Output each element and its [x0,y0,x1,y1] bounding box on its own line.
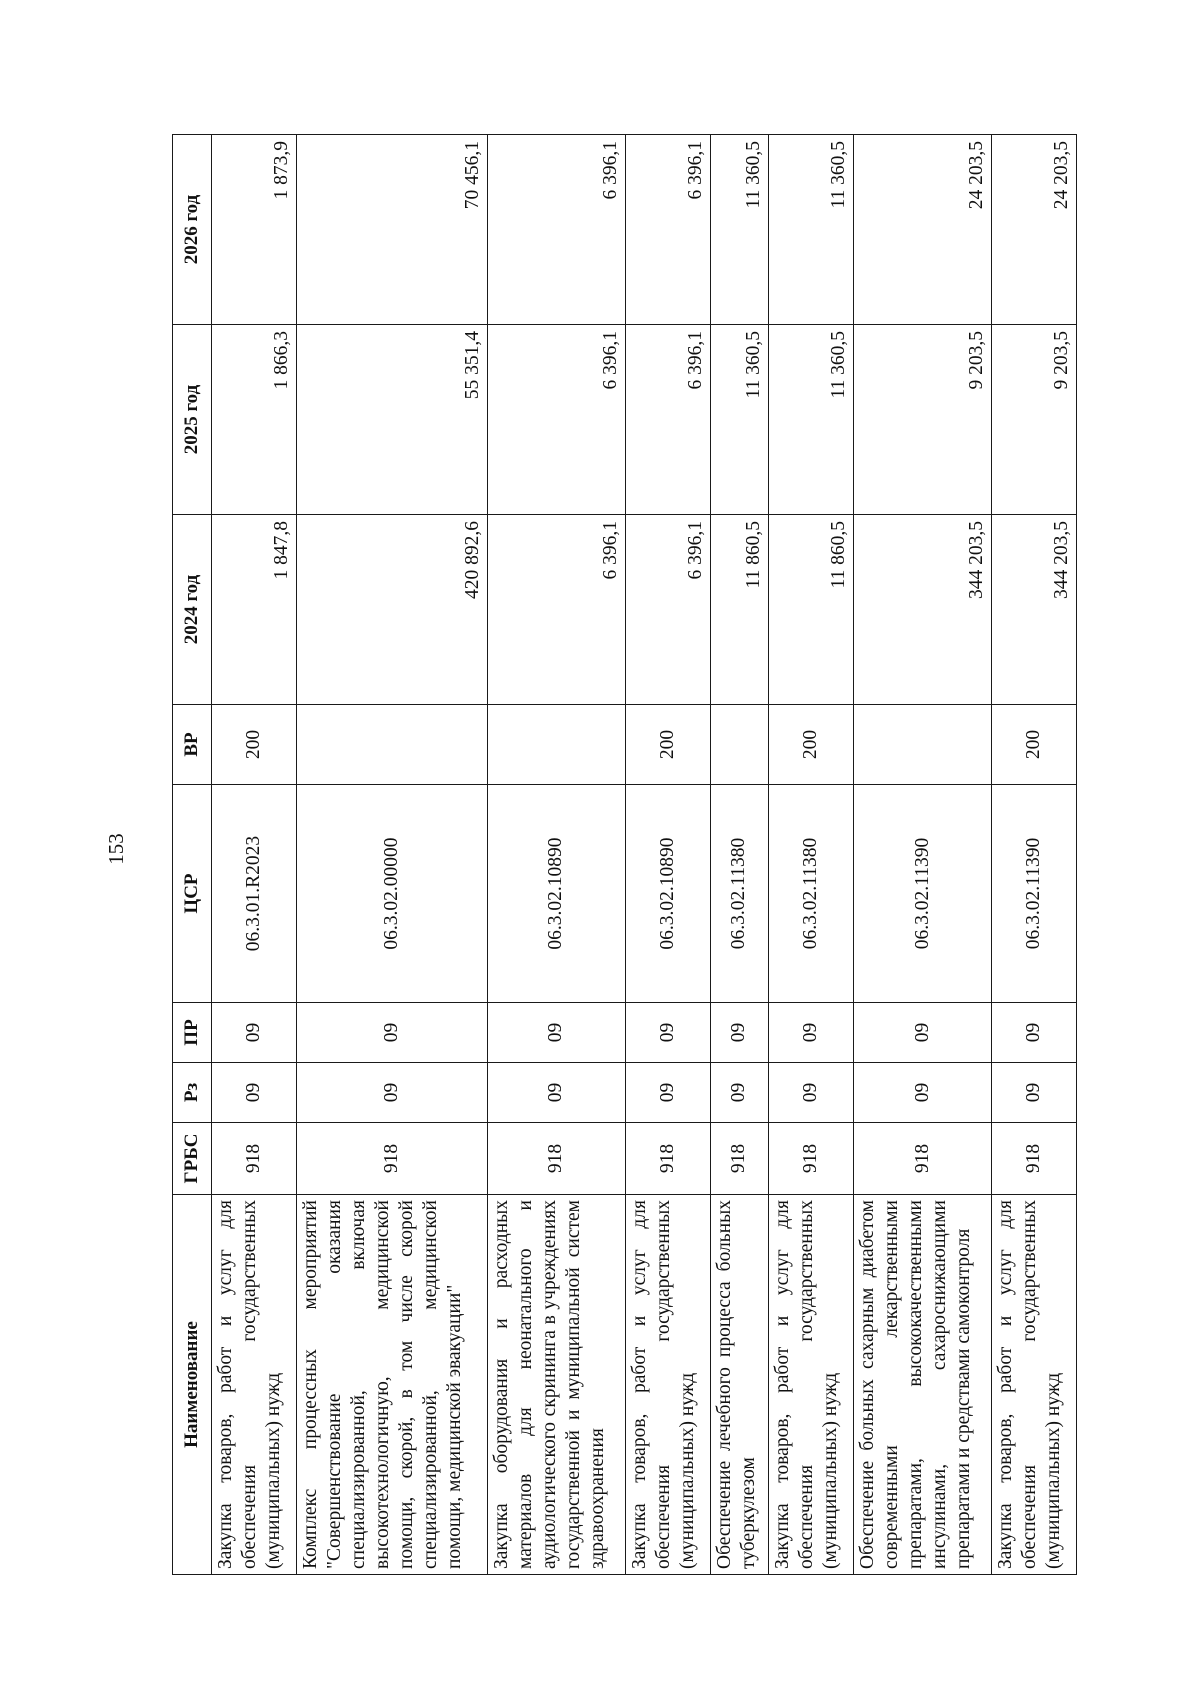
table-row [296,135,487,1575]
cell-grbs: 918 [769,1123,854,1195]
cell-csr: 06.3.02.10890 [487,785,625,1003]
cell-grbs: 918 [854,1123,992,1195]
rotated-table-container [172,135,1077,1575]
cell-csr: 06.3.02.10890 [625,785,710,1003]
cell-2026: 24 203,5 [992,135,1077,325]
cell-2025: 9 203,5 [992,325,1077,515]
header-2025: 2025 год [173,325,212,515]
cell-pr: 09 [769,1003,854,1063]
cell-2026: 6 396,1 [487,135,625,325]
cell-vr [710,705,768,785]
cell-vr: 200 [212,705,297,785]
cell-name: Обеспечение лечебного процесса больных туберкулезом [710,1195,768,1575]
cell-pr: 09 [625,1003,710,1063]
cell-2026: 11 360,5 [769,135,854,325]
cell-rz: 09 [769,1063,854,1123]
cell-vr: 200 [769,705,854,785]
cell-rz: 09 [296,1063,487,1123]
cell-name: Обеспечение больных сахарным диабетом современными лекарственными препаратами, высококачественными инсулинами, сахароснижающими препаратами и средствами самоконтроля [854,1195,992,1575]
cell-2024: 1 847,8 [212,515,297,705]
cell-vr [296,705,487,785]
cell-2025: 55 351,4 [296,325,487,515]
table-row [992,135,1077,1575]
cell-rz: 09 [992,1063,1077,1123]
header-vr: ВР [173,705,212,785]
cell-grbs: 918 [992,1123,1077,1195]
header-pr: ПР [173,1003,212,1063]
table-row [625,135,710,1575]
cell-csr: 06.3.01.R2023 [212,785,297,1003]
cell-2025: 9 203,5 [854,325,992,515]
cell-2024: 11 860,5 [769,515,854,705]
cell-2024: 11 860,5 [710,515,768,705]
cell-2024: 6 396,1 [625,515,710,705]
table-row [854,135,992,1575]
cell-2025: 6 396,1 [625,325,710,515]
cell-csr: 06.3.02.11390 [992,785,1077,1003]
table-row [769,135,854,1575]
cell-vr [487,705,625,785]
header-name: Наименование [173,1195,212,1575]
header-rz: Рз [173,1063,212,1123]
cell-rz: 09 [625,1063,710,1123]
cell-csr: 06.3.02.00000 [296,785,487,1003]
cell-pr: 09 [992,1003,1077,1063]
table-header-row [173,135,212,1575]
header-csr: ЦСР [173,785,212,1003]
table-row [710,135,768,1575]
cell-rz: 09 [854,1063,992,1123]
cell-2024: 344 203,5 [854,515,992,705]
cell-2026: 70 456,1 [296,135,487,325]
cell-rz: 09 [710,1063,768,1123]
cell-pr: 09 [710,1003,768,1063]
cell-2025: 11 360,5 [710,325,768,515]
cell-2025: 6 396,1 [487,325,625,515]
cell-grbs: 918 [625,1123,710,1195]
cell-2025: 11 360,5 [769,325,854,515]
cell-name: Закупка оборудования и расходных материалов для неонатального и аудиологического скрининга в учреждениях государственной и муниципальной систем здравоохранения [487,1195,625,1575]
cell-2026: 24 203,5 [854,135,992,325]
cell-rz: 09 [212,1063,297,1123]
cell-vr: 200 [992,705,1077,785]
cell-pr: 09 [487,1003,625,1063]
cell-name: Закупка товаров, работ и услуг для обеспечения государственных (муниципальных) нужд [992,1195,1077,1575]
cell-grbs: 918 [710,1123,768,1195]
cell-grbs: 918 [296,1123,487,1195]
cell-rz: 09 [487,1063,625,1123]
cell-2025: 1 866,3 [212,325,297,515]
cell-2024: 420 892,6 [296,515,487,705]
cell-name: Закупка товаров, работ и услуг для обеспечения государственных (муниципальных) нужд [625,1195,710,1575]
cell-csr: 06.3.02.11380 [769,785,854,1003]
cell-grbs: 918 [487,1123,625,1195]
cell-pr: 09 [212,1003,297,1063]
cell-csr: 06.3.02.11390 [854,785,992,1003]
table-row [212,135,297,1575]
cell-name: Закупка товаров, работ и услуг для обеспечения государственных (муниципальных) нужд [212,1195,297,1575]
cell-2024: 344 203,5 [992,515,1077,705]
cell-pr: 09 [296,1003,487,1063]
cell-name: Закупка товаров, работ и услуг для обеспечения государственных (муниципальных) нужд [769,1195,854,1575]
cell-vr: 200 [625,705,710,785]
cell-csr: 06.3.02.11380 [710,785,768,1003]
table-row [487,135,625,1575]
cell-2024: 6 396,1 [487,515,625,705]
cell-2026: 6 396,1 [625,135,710,325]
header-2026: 2026 год [173,135,212,325]
page-number: 153 [104,833,128,865]
header-2024: 2024 год [173,515,212,705]
cell-2026: 11 360,5 [710,135,768,325]
cell-vr [854,705,992,785]
cell-pr: 09 [854,1003,992,1063]
budget-table [172,134,1077,1575]
cell-name: Комплекс процессных мероприятий "Совершенствование оказания специализированной, включая высокотехнологичную, медицинской помощи, скорой, в том числе скорой специализированной, медицинской помощи, медицинской эвакуации" [296,1195,487,1575]
header-grbs: ГРБС [173,1123,212,1195]
cell-2026: 1 873,9 [212,135,297,325]
cell-grbs: 918 [212,1123,297,1195]
